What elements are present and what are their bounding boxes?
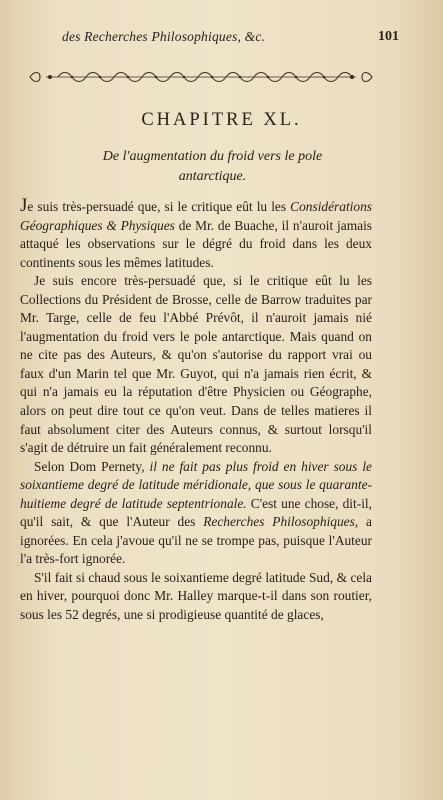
page-number: 101 [378, 29, 399, 44]
paragraph-1-book-title: Considérations Géographiques & Physiques [20, 199, 372, 233]
paragraph-4: S'il fait si chaud sous le soixantieme degré latitude Sud, & cela en hiver, pourquoi donc Mr. Halley marque-t-il dans son routier, sous les 52 degrés, une si prodigieuse quantité de glaces, [20, 569, 372, 623]
body-text [20, 195, 372, 625]
paragraph-1-text-c: de Mr. de Buache, il n'auroit jamais attaqué les observations sur le dégré du froid dans les deux continents sous les mêmes latitudes. [20, 217, 372, 270]
paragraph-2: Je suis encore très-persuadé que, si le critique eût lu les Collections du Président de Brosse, celle de Barrow traduites par Mr. Targe, celle de feu l'Abbé Prévôt, il n'auroit jamais nié l'augmentation du froid vers le pole antarctique. Mais quand on ne cite pas des Auteurs, & qu'on s'autorise du rapport vrai ou faux d'un Marin tel que Mr. Guyot, qui n'a jamais rien écrit, & qui n'a jamais eu la réputation d'être Physicien ou Géographe, alors on peut dire tout ce qu'on veut. Dans de telles matieres il faut absolument citer des Auteurs connus, & surtout lorsqu'il s'agit de détruire un fait généralement reconnu. [20, 273, 372, 456]
paragraph-1-text-a: e suis très-persuadé que, si le critique eût lu les [27, 199, 291, 214]
paragraph-3-text-a: Selon Dom Pernety, [34, 458, 150, 474]
chapter-subtitle-line-2: antarctique. [178, 169, 247, 184]
paragraph-3-text-c: C'est une chose, dit-il, qu'il sait, & que l'Auteur des [20, 495, 372, 530]
chapter-title: CHAPITRE XL. [141, 110, 302, 130]
paragraph-3-quotation: il ne fait pas plus froid en hiver sous le soixantieme degré de latitude méridionale, que sous le quarante-huitieme degré de latitude septentrionale. [20, 458, 372, 511]
paragraph-1 [20, 195, 372, 272]
chapter-subtitle [40, 147, 385, 187]
running-head: des Recherches Philosophiques, &c. [62, 29, 266, 44]
decorative-ornament-band [26, 70, 376, 84]
paragraph-3-text-e: , a ignorées. En cela j'avoue qu'il ne se trompe pas, puisque l'Auteur l'a très-fort ignorée. [20, 514, 372, 567]
paragraph-3 [20, 458, 372, 569]
paragraph-3-book-title: Recherches Philosophiques [203, 514, 355, 530]
initial-letter: J [20, 195, 28, 216]
chapter-subtitle-line-1: De l'augmentation du froid vers le pole [102, 149, 323, 164]
